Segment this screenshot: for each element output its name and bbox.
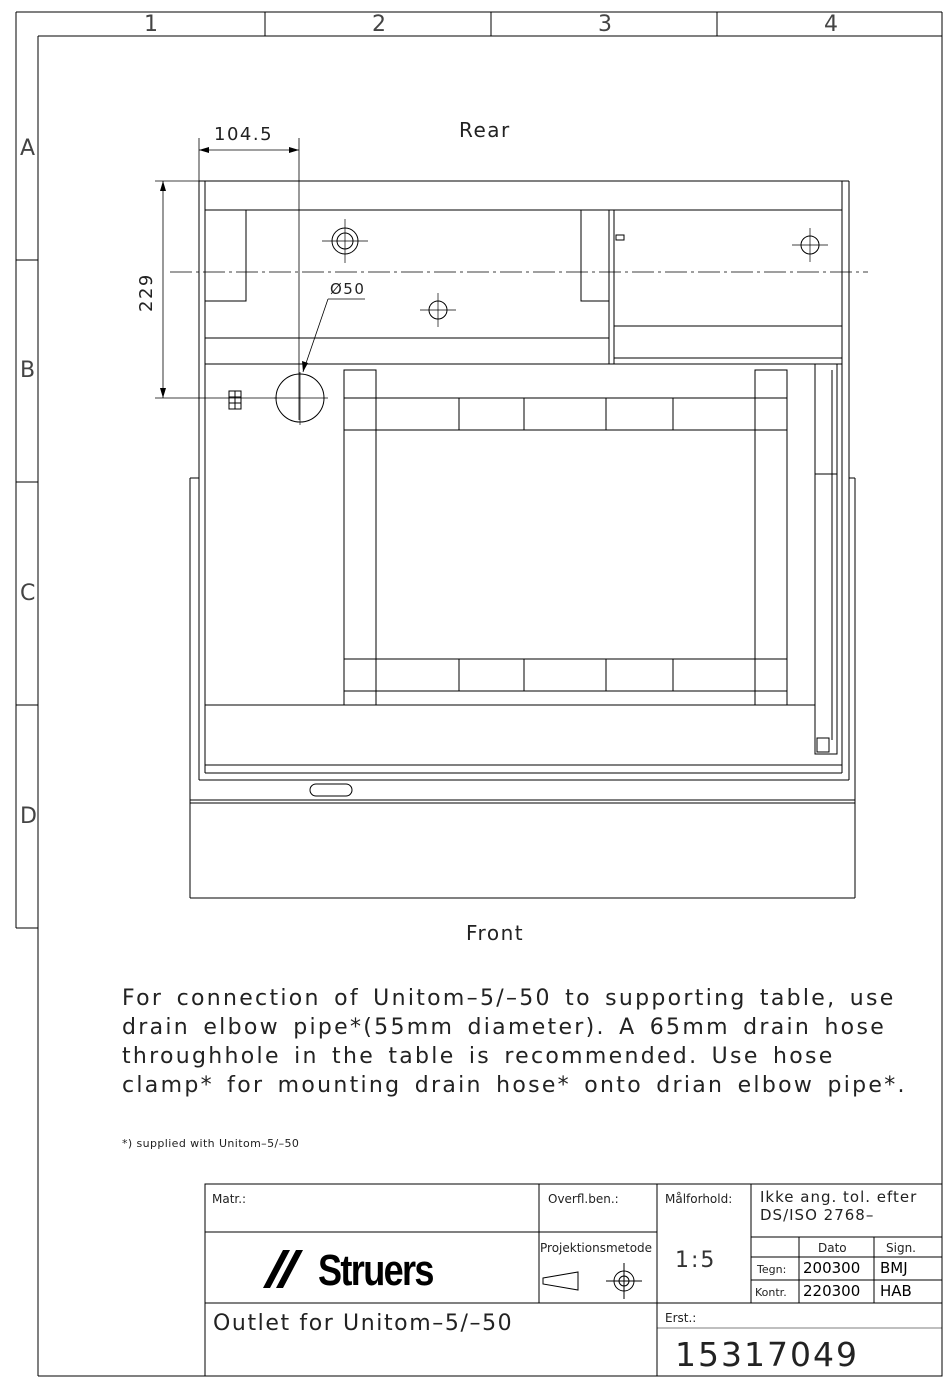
note-line-3: throughhole in the table is recommended. Use hose [122, 1044, 835, 1069]
kontr-date: 220300 [803, 1282, 861, 1300]
kontr-label: Kontr. [755, 1286, 787, 1299]
leader-line [303, 299, 328, 372]
side-rail [815, 364, 837, 754]
tolerance-line-1: Ikke ang. tol. efter [760, 1188, 918, 1206]
footnote: *) supplied with Unitom–5/–50 [122, 1137, 300, 1150]
zone-col-4: 4 [824, 12, 838, 37]
tolerance-line-2: DS/ISO 2768– [760, 1206, 875, 1224]
tegn-sign: BMJ [880, 1259, 908, 1277]
dato-label: Dato [818, 1241, 847, 1255]
company-logo-text: Struers [318, 1246, 433, 1295]
note-line-4: clamp* for mounting drain hose* onto drian elbow pipe*. [122, 1073, 907, 1098]
handle-slot [310, 784, 352, 796]
projection-symbol [543, 1263, 642, 1299]
note-line-1: For connection of Unitom–5/–50 to supporting table, use [122, 986, 896, 1011]
tegn-date: 200300 [803, 1259, 861, 1277]
malforhold-label: Målforhold: [665, 1192, 733, 1206]
dimension-horizontal: 104.5 [214, 124, 274, 145]
zone-row-b: B [20, 358, 36, 383]
overfl-label: Overfl.ben.: [548, 1192, 619, 1206]
struers-logo-mark [263, 1250, 303, 1288]
erst-label: Erst.: [665, 1311, 697, 1325]
dimension-diameter: Ø50 [330, 280, 366, 298]
view-label-rear: Rear [459, 118, 511, 142]
inner-frame-right-post [755, 370, 787, 705]
inner-frame-left-post [344, 370, 376, 705]
zone-row-c: C [20, 581, 36, 606]
zone-col-1: 1 [144, 12, 158, 37]
tegn-label: Tegn: [757, 1263, 787, 1276]
dimension-vertical: 229 [136, 273, 157, 312]
kontr-sign: HAB [880, 1282, 912, 1300]
zone-row-d: D [20, 804, 37, 829]
zone-col-3: 3 [598, 12, 612, 37]
drawing-title: Outlet for Unitom–5/–50 [213, 1311, 514, 1336]
zone-row-a: A [20, 136, 36, 161]
note-line-2: drain elbow pipe*(55mm diameter). A 65mm drain hose [122, 1015, 887, 1040]
matr-label: Matr.: [212, 1192, 247, 1206]
drawing-number: 15317049 [675, 1335, 859, 1374]
projection-label: Projektionsmetode [540, 1241, 653, 1255]
view-label-front: Front [466, 921, 525, 945]
scale-value: 1:5 [675, 1248, 717, 1273]
zone-col-2: 2 [372, 12, 386, 37]
sign-label: Sign. [886, 1241, 916, 1255]
